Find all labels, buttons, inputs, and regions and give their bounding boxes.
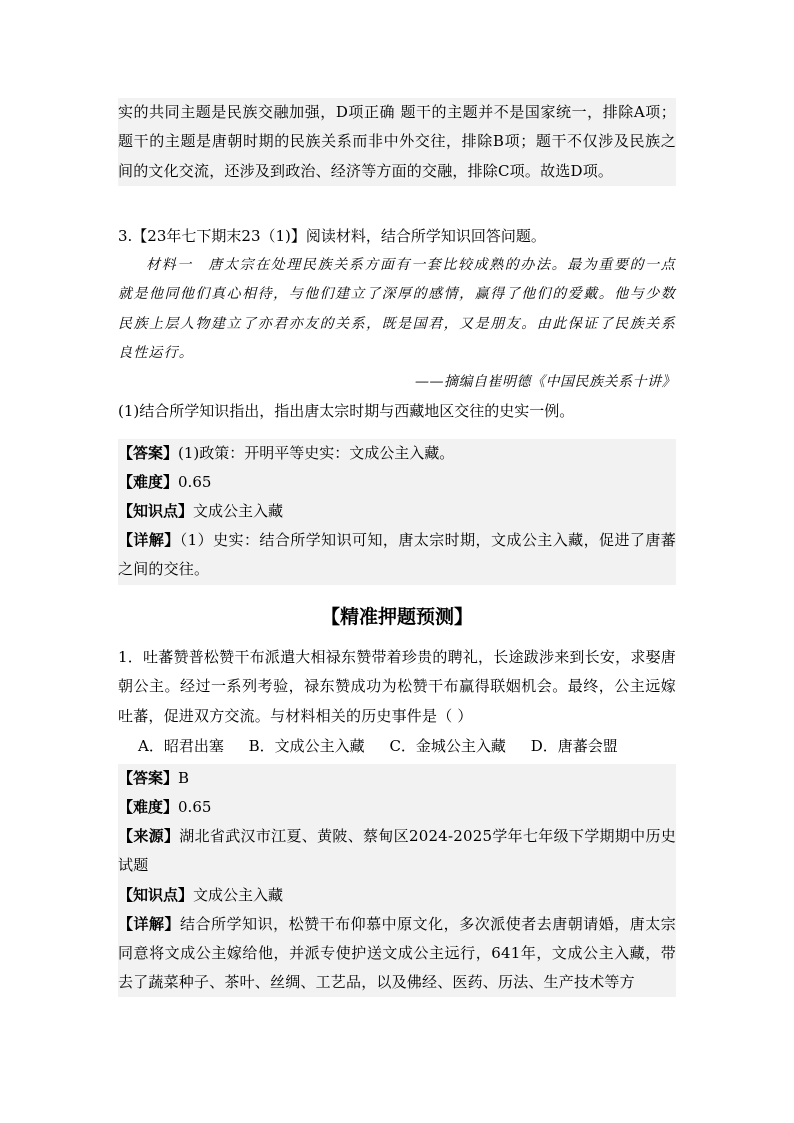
answer-row	[118, 439, 676, 468]
p1-detail-text: 结合所学知识，松赞干布仰慕中原文化，多次派使者去唐朝请婚，唐太宗同意将文成公主嫁给他，并派专使护送文成公主远行，641年，文成公主入藏，带去了蔬菜种子、茶叶、丝绸、工艺品，以及佛经、医药、历法、生产技术等方	[118, 914, 676, 992]
prediction-question-1-analysis	[118, 764, 676, 997]
material-one-text: 材料一 唐太宗在处理民族关系方面有一套比较成熟的办法。最为重要的一点就是他同他们真心相待，与他们建立了深厚的感情，赢得了他们的爱戴。他与少数民族上层人物建立了亦君亦友的关系，既是国君，又是朋友。由此保证了民族关系良性运行。	[118, 257, 676, 361]
answer-label: 【答案】	[118, 444, 179, 462]
p1-source-label: 【来源】	[118, 827, 180, 845]
p1-detail-label: 【详解】	[118, 914, 181, 933]
previous-explanation-text: 实的共同主题是民族交融加强，D项正确 题干的主题并不是国家统一，排除A项；题干的主题是唐朝时期的民族关系而非中外交往，排除B项；题干不仅涉及民族之间的文化交流，还涉及到政治、经济等方面的交融，排除C项。故选D项。	[118, 103, 676, 180]
option-d: D．唐蕃会盟	[530, 736, 618, 755]
p1-knowledge-label: 【知识点】	[118, 885, 194, 904]
options-row	[118, 731, 676, 761]
answer-text: (1)政策：开明平等史实：文成公主入藏。	[178, 444, 455, 462]
option-a: A．昭君出塞	[138, 736, 224, 755]
p1-difficulty-text: 0.65	[178, 798, 212, 816]
knowledge-row	[118, 497, 676, 526]
knowledge-text: 文成公主入藏	[193, 502, 284, 520]
section-heading: 【精准押题预测】	[320, 606, 473, 628]
p1-source-text: 湖北省武汉市江夏、黄陂、蔡甸区2024-2025学年七年级下学期期中历史试题	[118, 827, 676, 875]
knowledge-label: 【知识点】	[118, 502, 194, 520]
option-c: C．金城公主入藏	[389, 736, 506, 755]
question-3-analysis	[118, 439, 676, 585]
detail-row	[118, 526, 676, 585]
question-3-sub-question: (1)结合所学知识指出，指出唐太宗时期与西藏地区交往的史实一例。	[118, 402, 575, 421]
prediction-question-1-stem: 1．吐蕃赞普松赞干布派遣大相禄东赞带着珍贵的聘礼，长途跋涉来到长安，求娶唐朝公主。经过一系列考验，禄东赞成功为松赞干布赢得联姻机会。最终，公主远嫁吐蕃，促进双方交流。与材料相关的历史事件是（ ）	[118, 648, 676, 725]
previous-explanation-block	[118, 98, 676, 186]
p1-knowledge-row	[118, 881, 676, 910]
question-3	[118, 222, 676, 426]
difficulty-text: 0.65	[178, 473, 212, 491]
detail-text: （1）史实：结合所学知识可知，唐太宗时期，文成公主入藏，促进了唐蕃之间的交往。	[118, 531, 676, 579]
p1-difficulty-row	[118, 793, 676, 822]
p1-difficulty-label: 【难度】	[118, 798, 179, 816]
prediction-question-1	[118, 643, 676, 761]
p1-answer-label: 【答案】	[118, 769, 179, 787]
p1-answer-row	[118, 764, 676, 793]
material-source: ——摘编自崔明德《中国民族关系十讲》	[415, 374, 676, 391]
option-b: B．文成公主入藏	[248, 736, 365, 755]
p1-source-row	[118, 822, 676, 881]
difficulty-label: 【难度】	[118, 473, 179, 491]
question-3-stem: 3.【23年七下期末23（1)】阅读材料，结合所学知识回答问题。	[118, 227, 546, 245]
p1-detail-row	[118, 910, 676, 998]
difficulty-row	[118, 468, 676, 497]
detail-label: 【详解】	[118, 531, 180, 549]
p1-answer-text: B	[178, 769, 190, 787]
p1-knowledge-text: 文成公主入藏	[193, 885, 284, 904]
